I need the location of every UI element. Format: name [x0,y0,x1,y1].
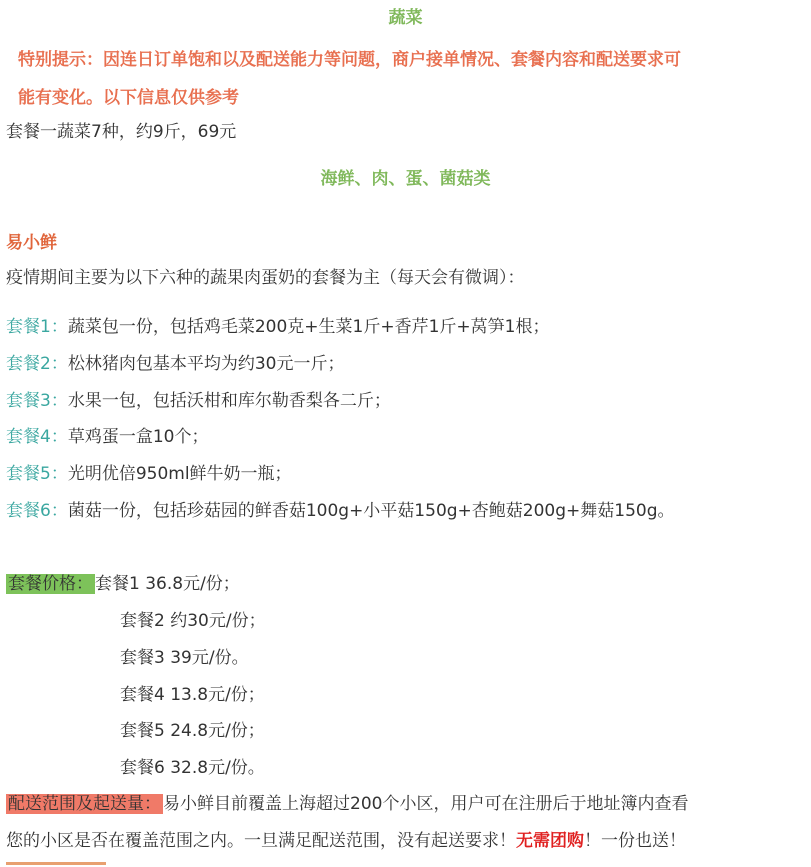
price-row: 套餐2 约30元/份； [120,611,266,631]
warning-line-2: 能有变化。以下信息仅供参考 [18,88,239,108]
package-desc: 菌菇一份，包括珍菇园的鲜香菇100g+小平菇150g+杏鲍菇200g+舞菇150g。 [67,501,675,521]
package-label: 套餐4： [6,427,68,447]
price-value: 套餐1 36.8元/份； [95,574,240,594]
package-desc: 松林猪肉包基本平均为约30元一斤； [67,354,345,374]
price-row [6,572,240,596]
delivery-text-2a: 您的小区是否在覆盖范围之内。一旦满足配送范围，没有起送要求！ [6,831,516,851]
delivery-label-highlight: 配送范围及起送量： [8,794,161,814]
package-label: 套餐6： [6,501,68,521]
price-row: 套餐6 32.8元/份。 [120,758,265,778]
warning-line-1: 特别提示：因连日订单饱和以及配送能力等问题，商户接单情况、套餐内容和配送要求可 [18,50,681,70]
merchant-name: 易小鲜 [6,233,57,253]
package-item [6,389,391,413]
price-label-highlight: 套餐价格： [8,574,93,594]
package-label: 套餐3： [6,391,68,411]
price-row: 套餐3 39元/份。 [120,648,249,668]
delivery-text-1: 易小鲜目前覆盖上海超过200个小区，用户可在注册后于地址簿内查看 [163,794,689,814]
package-label: 套餐5： [6,464,68,484]
package-label: 套餐2： [6,354,68,374]
price-row: 套餐4 13.8元/份； [120,685,265,705]
section-title-vegetables: 蔬菜 [388,8,423,28]
package-desc: 水果一包，包括沃柑和库尔勒香梨各二斤； [67,391,391,411]
price-row: 套餐5 24.8元/份； [120,721,265,741]
package-desc: 光明优倍950ml鲜牛奶一瓶； [67,464,292,484]
bottom-divider [6,862,106,865]
merchant-intro: 疫情期间主要为以下六种的蔬果肉蛋奶的套餐为主（每天会有微调）： [6,268,525,288]
no-group-buy-highlight: 无需团购 [516,831,584,851]
section-title-seafood: 海鲜、肉、蛋、菌菇类 [320,169,491,189]
package-item [6,425,208,449]
delivery-text-2b: ！一份也送！ [584,831,686,851]
package-desc: 草鸡蛋一盒10个； [67,427,209,447]
package-item [6,352,344,376]
delivery-line-2 [6,829,686,853]
package-item [6,499,675,523]
package-item [6,462,292,486]
delivery-line-1 [6,792,688,816]
package-label: 套餐1： [6,317,68,337]
vegetable-set-line: 套餐一蔬菜7种，约9斤，69元 [6,122,237,142]
package-item [6,315,549,339]
package-desc: 蔬菜包一份，包括鸡毛菜200克+生菜1斤+香芹1斤+莴笋1根； [67,317,550,337]
